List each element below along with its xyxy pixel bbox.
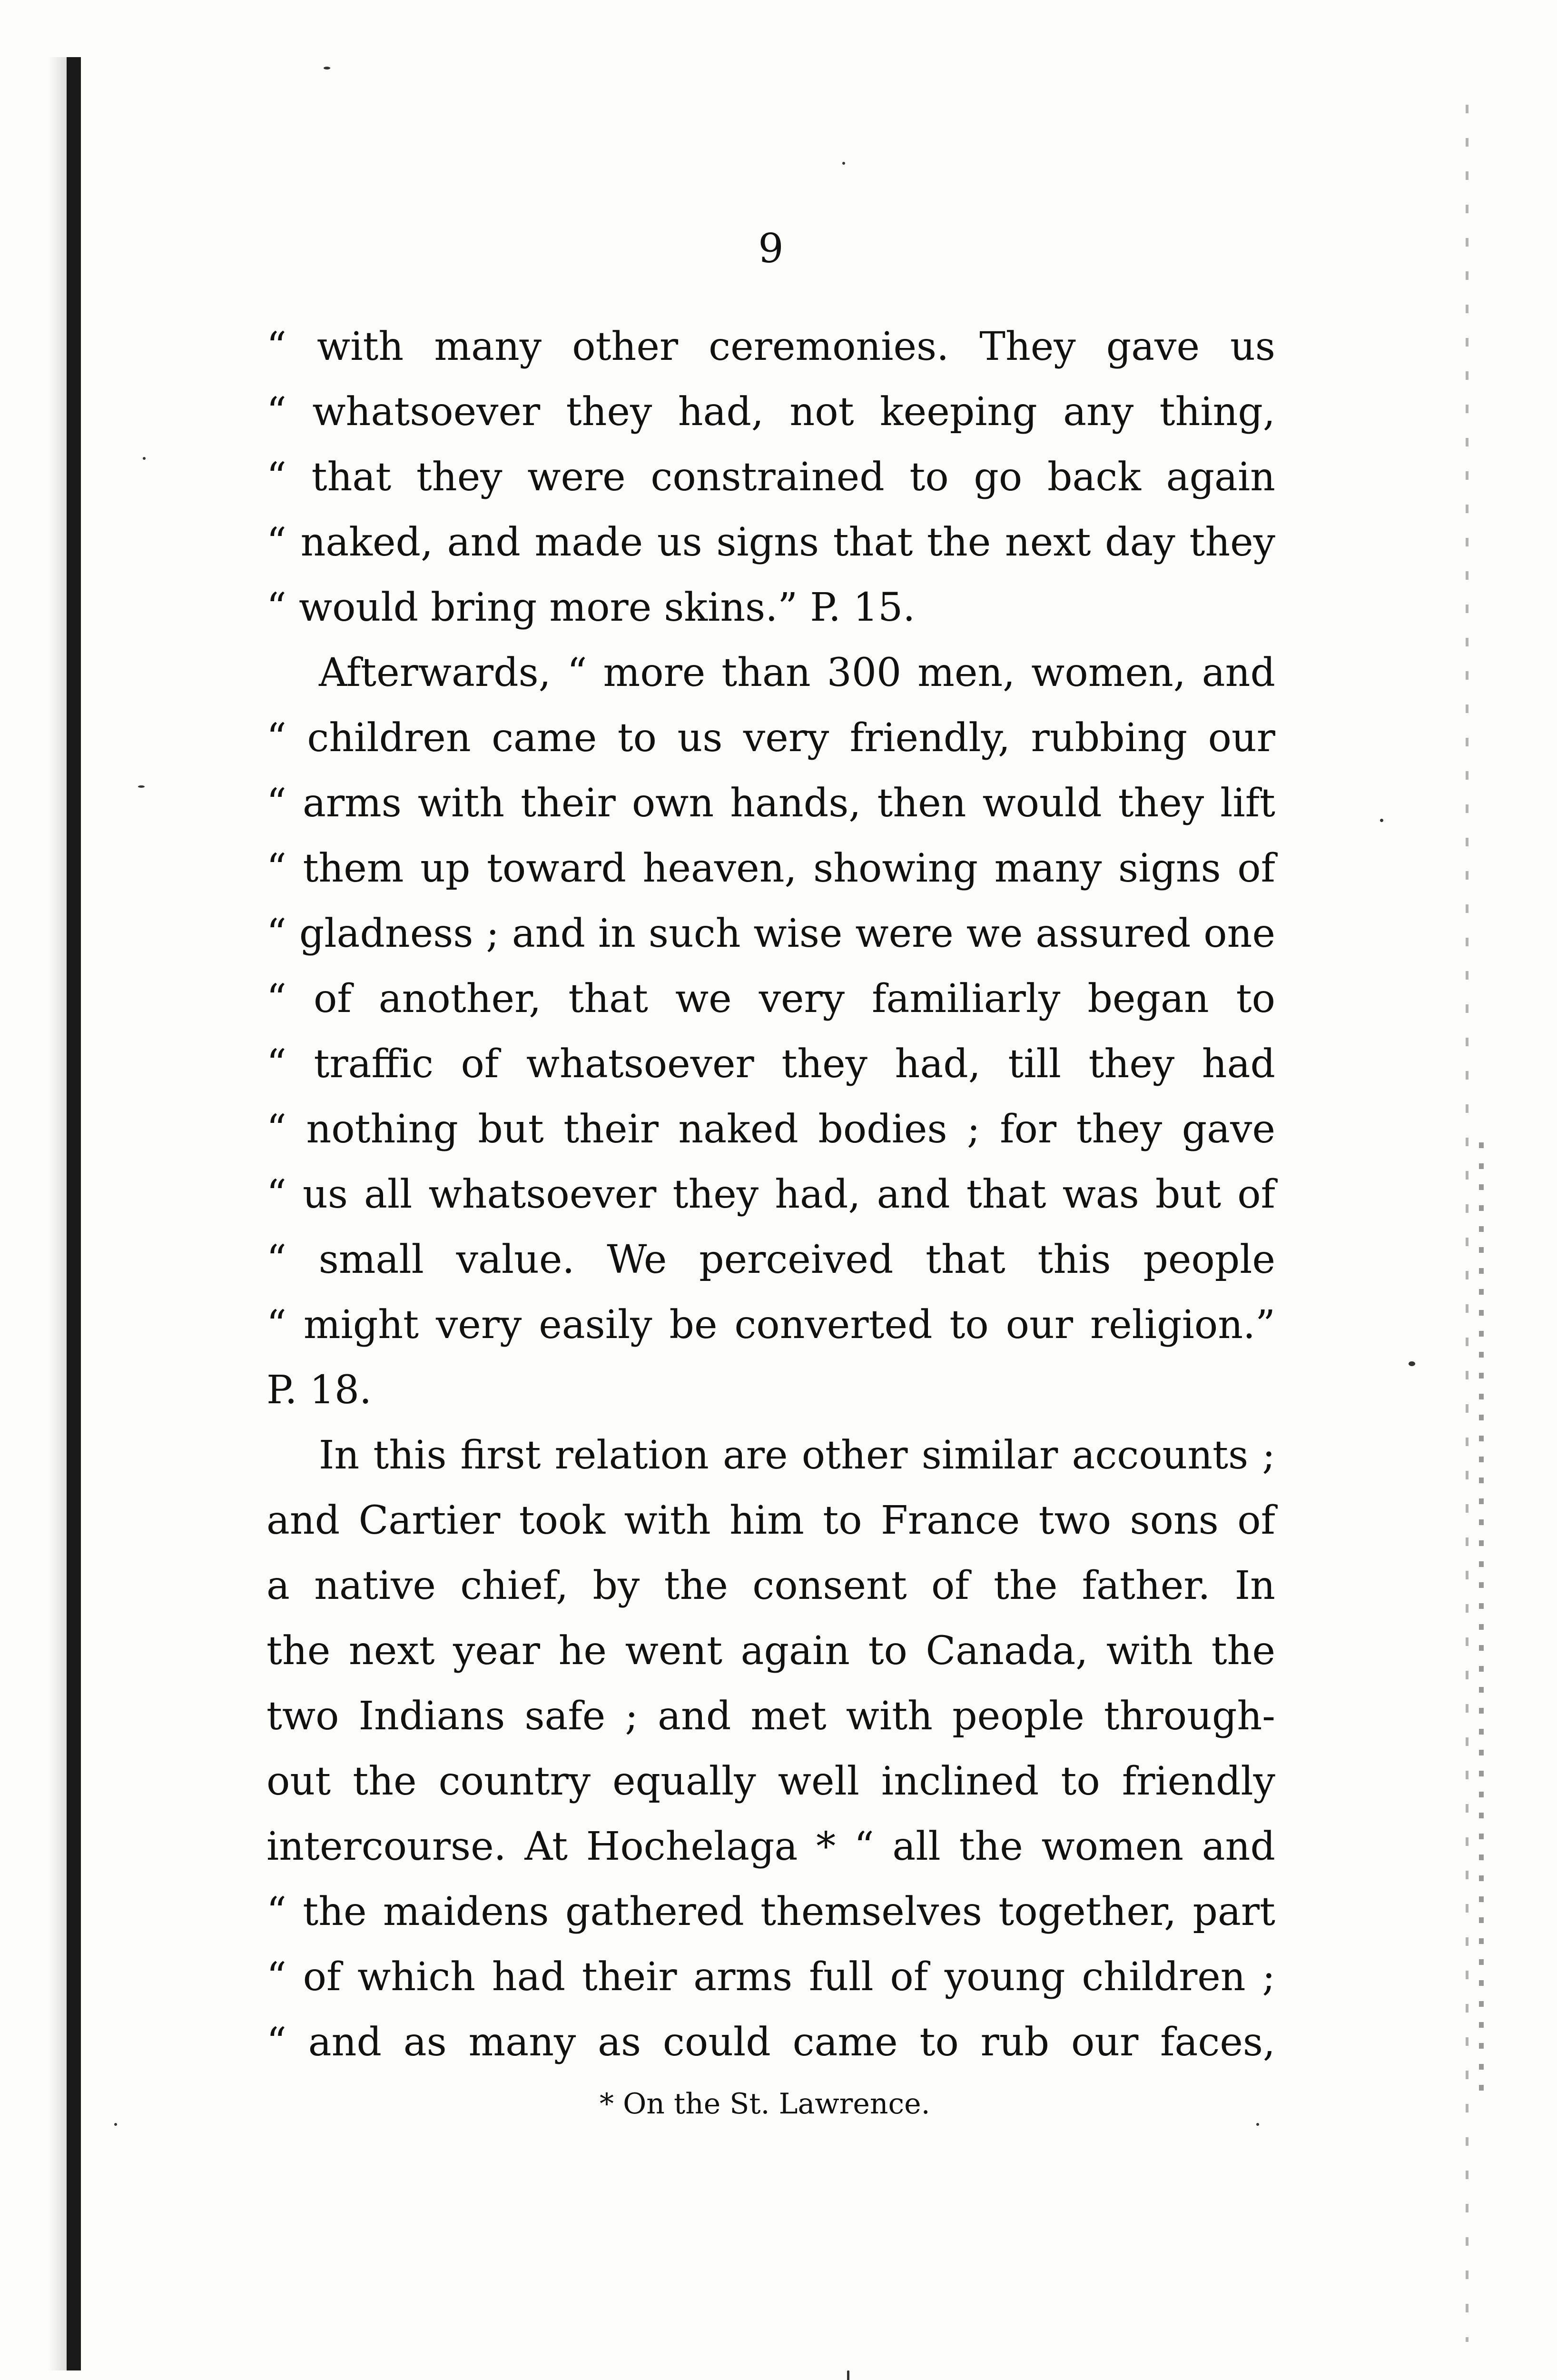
text-line: the next year he went again to Canada, with the [266,1628,1275,1674]
text-line: out the country equally well inclined to friendly [266,1759,1275,1804]
footnote: * On the St. Lawrence. [600,2087,930,2121]
scan-speck [1409,1361,1415,1366]
scan-speck [114,2123,117,2126]
binding-shadow [48,57,67,2370]
scan-speck [1380,819,1383,822]
text-line: “ naked, and made us signs that the next day they [266,520,1275,565]
scan-speck [324,67,330,69]
text-line: “ small value. We perceived that this people [266,1237,1275,1282]
text-line: “ with many other ceremonies. They gave us [266,324,1275,369]
text-line: Afterwards, “ more than 300 men, women, and [319,650,1275,695]
body-text [266,314,1275,2075]
text-line: and Cartier took with him to France two sons of [266,1498,1275,1543]
scan-speck [847,2370,849,2380]
page-number: 9 [758,225,784,272]
text-line: “ us all whatsoever they had, and that was but of [266,1172,1275,1217]
binding-edge [67,57,81,2370]
text-line: “ might very easily be converted to our religion.” [266,1302,1275,1348]
text-line: “ arms with their own hands, then would they lift [266,781,1275,826]
text-line: “ them up toward heaven, showing many signs of [266,846,1275,891]
text-line: “ of which had their arms full of young children ; [266,1954,1275,2000]
text-line: “ that they were constrained to go back again [266,455,1275,500]
text-line: “ traffic of whatsoever they had, till they had [266,1041,1275,1087]
text-line: “ of another, that we very familiarly began to [266,976,1275,1021]
text-line: two Indians safe ; and met with people through- [266,1694,1275,1739]
text-line: “ children came to us very friendly, rubbing our [266,715,1275,761]
text-line: “ whatsoever they had, not keeping any thing, [266,389,1275,435]
scan-speck [842,162,845,165]
scan-speck [143,457,146,460]
text-line: “ nothing but their naked bodies ; for they gave [266,1107,1275,1152]
text-line: “ gladness ; and in such wise were we assured one [266,911,1275,956]
text-line: In this first relation are other similar accounts ; [319,1433,1275,1478]
text-line: “ and as many as could came to rub our faces, [266,2020,1275,2065]
text-line: intercourse. At Hochelaga * “ all the women and [266,1824,1275,1869]
scan-edge-marks-lower [1479,1142,1484,2094]
text-line: “ would bring more skins.” P. 15. [266,585,916,630]
scan-speck [138,785,145,788]
scan-speck [1256,2123,1259,2126]
text-line: “ the maidens gathered themselves together, part [266,1889,1275,1934]
scan-edge-marks [1466,105,1468,2342]
text-line: P. 18. [266,1368,372,1413]
text-line: a native chief, by the consent of the father. In [266,1563,1275,1608]
